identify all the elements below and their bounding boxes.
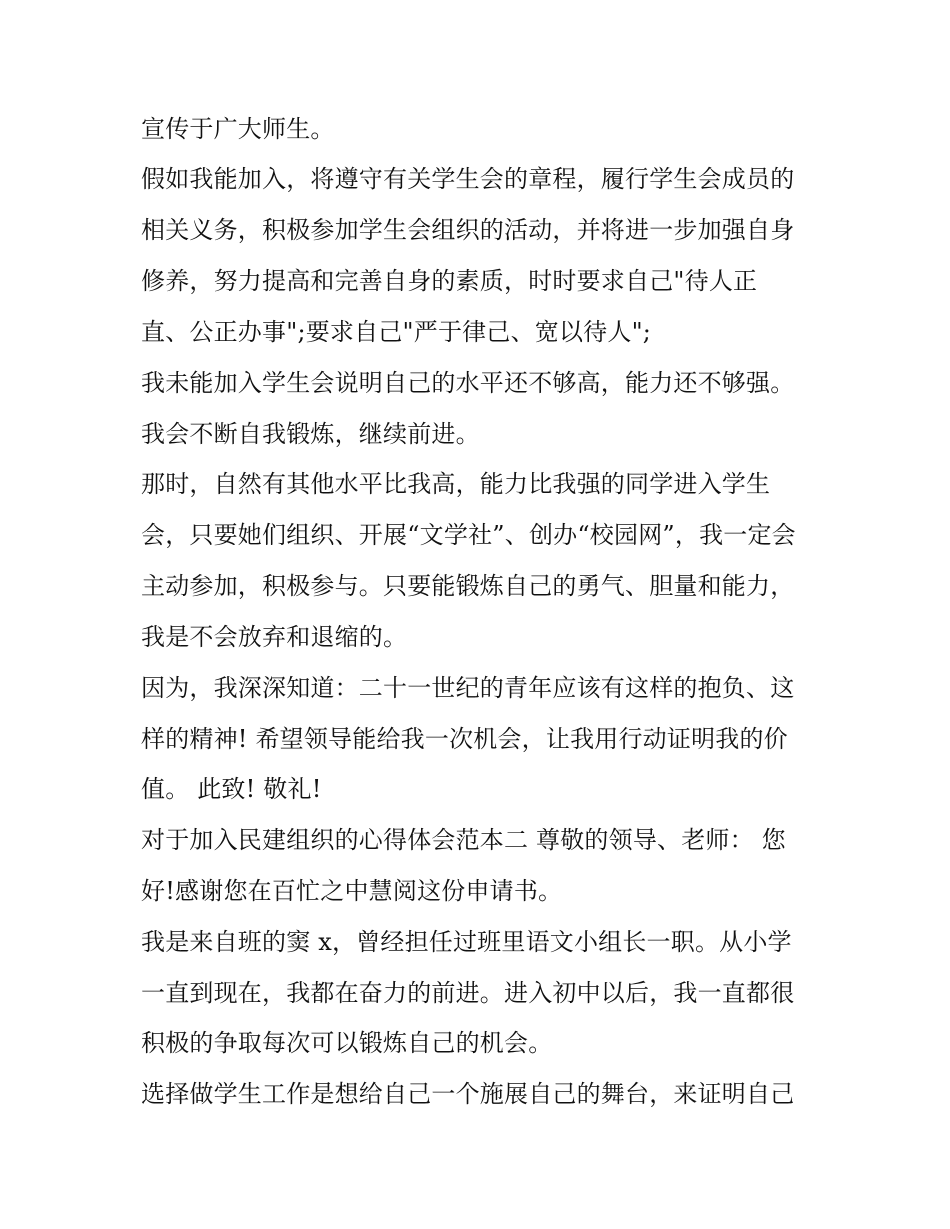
text-line: 相关义务，积极参加学生会组织的活动，并将进一步加强自身: [141, 216, 795, 244]
text-line: 一直到现在，我都在奋力的前进。进入初中以后，我一直都很: [141, 979, 795, 1007]
text-line: 积极的争取每次可以锻炼自己的机会。: [141, 1029, 553, 1057]
text-line: 因为，我深深知道：二十一世纪的青年应该有这样的抱负、这: [141, 674, 795, 702]
text-line: 那时，自然有其他水平比我高，能力比我强的同学进入学生: [141, 470, 771, 498]
text-line: 我是不会放弃和退缩的。: [141, 623, 408, 651]
text-line: 假如我能加入，将遵守有关学生会的章程，履行学生会成员的: [141, 165, 795, 193]
text-line: 我是来自班的窦 x，曾经担任过班里语文小组长一职。从小学: [141, 928, 792, 956]
text-line: 对于加入民建组织的心得体会范本二 尊敬的领导、老师： 您: [141, 826, 786, 854]
text-line: 宣传于广大师生。: [141, 115, 335, 143]
text-line: 我未能加入学生会说明自己的水平还不够高，能力还不够强。: [141, 369, 795, 397]
text-line: 主动参加，积极参与。只要能锻炼自己的勇气、胆量和能力，: [141, 572, 795, 600]
text-line: 选择做学生工作是想给自己一个施展自己的舞台，来证明自己: [141, 1080, 795, 1108]
text-line: 样的精神! 希望领导能给我一次机会，让我用行动证明我的价: [141, 725, 788, 753]
text-line: 修养，努力提高和完善自身的素质，时时要求自己"待人正: [141, 267, 758, 295]
text-line: 值。 此致! 敬礼!: [141, 775, 322, 803]
text-line: 直、公正办事";要求自己"严于律己、宽以待人";: [141, 318, 652, 346]
text-line: 我会不断自我锻炼，继续前进。: [141, 420, 480, 448]
text-line: 会，只要她们组织、开展“文学社”、创办“校园网”，我一定会: [141, 521, 796, 549]
text-line: 好!感谢您在百忙之中慧阅这份申请书。: [141, 877, 563, 905]
